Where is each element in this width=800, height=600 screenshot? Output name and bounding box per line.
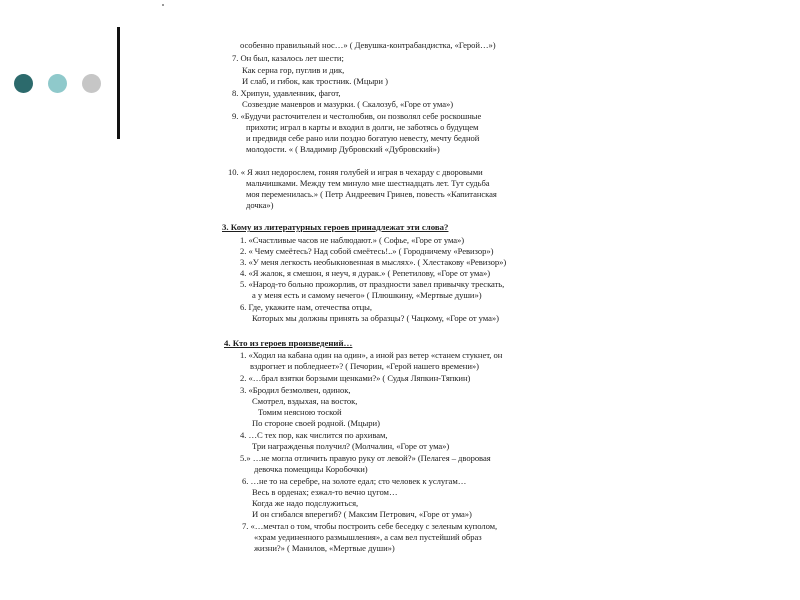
doc-line: Когда же надо подслужиться, — [252, 498, 359, 508]
doc-line: 9. «Будучи расточителен и честолюбив, он позволял себе роскошные — [232, 111, 482, 121]
doc-line: И он сгибался вперегиб? ( Максим Петрович, «Горе от ума») — [252, 509, 472, 519]
doc-line: молодости. « ( Владимир Дубровский «Дубровский») — [246, 144, 440, 154]
doc-line: а у меня есть и самому нечего» ( Плюшкину, «Мертвые души») — [252, 290, 482, 300]
doc-line: моя переменилась.» ( Петр Андреевич Гринев, повесть «Капитанская — [246, 189, 497, 199]
doc-line: 6. Где, укажите нам, отечества отцы, — [240, 302, 372, 312]
dot-gray — [82, 74, 101, 93]
doc-line: 10. « Я жил недорослем, гоняя голубей и играя в чехарду с дворовыми — [228, 167, 483, 177]
doc-line: 7. Он был, казалось лет шести; — [232, 53, 344, 63]
doc-line: 7. «…мечтал о том, чтобы построить себе беседку с зеленым куполом, — [242, 521, 498, 531]
doc-line: вздрогнет и побледнеет»? ( Печорин, «Герой нашего времени») — [250, 361, 479, 371]
doc-line: 4. «Я жалок, я смешон, я неуч, я дурак.» ( Репетилову, «Горе от ума») — [240, 268, 491, 278]
doc-line: 8. Хрипун, удавленник, фагот, — [232, 88, 341, 98]
doc-line: 5. «Народ-то больно прожорлив, от праздности завел привычку трескать, — [240, 279, 505, 289]
doc-line: Смотрел, вздыхая, на восток, — [252, 396, 358, 406]
doc-line: «храм уединенного размышления», а сам вел пустейший образ — [254, 532, 482, 542]
doc-line: и предвидя себе рано или поздно богатую невесту, мечту бедной — [246, 133, 480, 143]
doc-line: жизни?» ( Манилов, «Мертвые души») — [254, 543, 395, 553]
scanned-document-page — [170, 30, 590, 590]
doc-line: 1. «Ходил на кабана один на один», а иной раз ветер «станем стукнет, он — [240, 350, 503, 360]
doc-line: 3. «У меня легкость необыкновенная в мыслях». ( Хлестакову «Ревизор») — [240, 257, 507, 267]
doc-line: Которых мы должны принять за образцы? ( Чацкому, «Горе от ума») — [252, 313, 499, 323]
doc-line: И слаб, и гибок, как тростник. (Мцыри ) — [242, 76, 388, 86]
doc-line: девочка помещицы Коробочки) — [254, 464, 368, 474]
doc-line: 6. …не то на серебре, на золоте едал; сто человек к услугам… — [242, 476, 467, 486]
scan-speck — [162, 4, 164, 6]
doc-line: Как серна гор, пуглив и дик, — [242, 65, 345, 75]
doc-line: По стороне своей родной. (Мцыри) — [252, 418, 380, 428]
vertical-rule — [117, 27, 120, 139]
section-4-heading: 4. Кто из героев произведений… — [224, 338, 353, 348]
doc-line: 2. « Чему смеётесь? Над собой смеётесь!..» ( Городничему «Ревизор») — [240, 246, 494, 256]
doc-line: особенно правильный нос…» ( Девушка-контрабандистка, «Герой…») — [240, 40, 496, 50]
doc-line: 2. «…брал взятки борзыми щенками?» ( Судья Ляпкин-Тяпкин) — [240, 373, 471, 383]
doc-line: Созвездие маневров и мазурки. ( Скалозуб, «Горе от ума») — [242, 99, 454, 109]
dot-light-teal — [48, 74, 67, 93]
doc-line: Весь в орденах; езжал-то вечно цугом… — [252, 487, 398, 497]
doc-line: Три награжденья получил? (Молчалин, «Горе от ума») — [252, 441, 450, 451]
doc-line: прихоти; играл в карты и входил в долги, не заботясь о будущем — [246, 122, 479, 132]
doc-line: дочка») — [246, 200, 274, 210]
doc-line: 1. «Счастливые часов не наблюдают.» ( Софье, «Горе от ума») — [240, 235, 465, 245]
doc-line: 3. «Бродил безмолвен, одинок, — [240, 385, 351, 395]
slide-decoration-dots — [14, 74, 114, 94]
doc-line: 5.» …не могла отличить правую руку от левой?» (Пелагея – дворовая — [240, 453, 491, 463]
section-3-heading: 3. Кому из литературных героев принадлежат эти слова? — [222, 222, 449, 232]
doc-line: 4. …С тех пор, как числится по архивам, — [240, 430, 388, 440]
doc-line: мальчишками. Между тем минуло мне шестнадцать лет. Тут судьба — [246, 178, 490, 188]
dot-dark-teal — [14, 74, 33, 93]
doc-line: Томим неясною тоской — [258, 407, 342, 417]
